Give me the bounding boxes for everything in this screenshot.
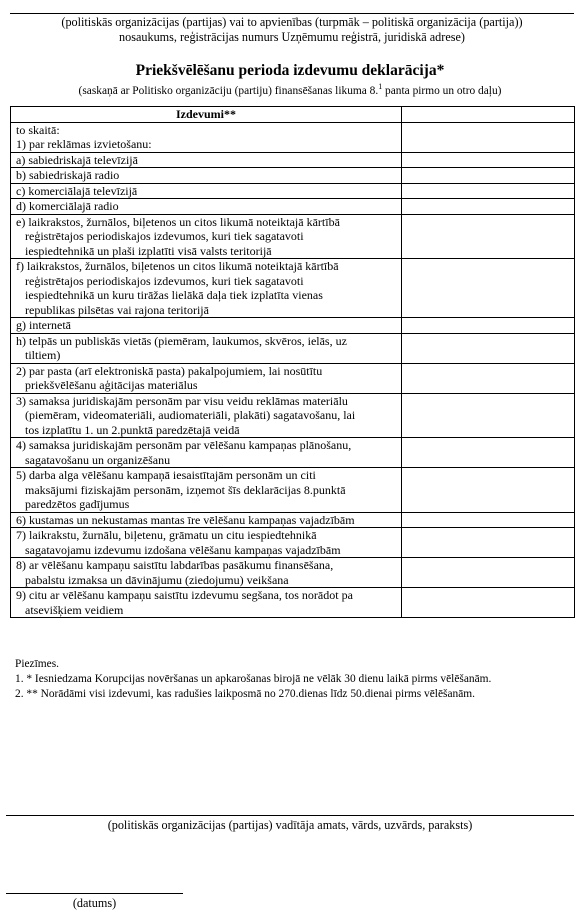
amount-cell[interactable] <box>402 512 575 528</box>
amount-cell[interactable] <box>402 259 575 318</box>
expense-item <box>11 183 402 199</box>
amount-cell[interactable] <box>402 588 575 618</box>
expense-item-line: 5) darba alga vēlēšanu kampaņā iesaistītajām personām un citi <box>16 468 316 482</box>
expense-item-line: reģistrētajos periodiskajos izdevumos, kuri tiek sagatavoti <box>25 229 304 243</box>
amount-cell[interactable] <box>402 558 575 588</box>
notes <box>15 657 491 702</box>
expense-item-line: 6) kustamas un nekustamas mantas īre vēlēšanu kampaņas vajadzībām <box>16 512 355 527</box>
header-expenses: Izdevumi** <box>11 107 402 123</box>
expense-item-line: g) internetā <box>16 318 71 332</box>
table-header-row <box>11 107 575 123</box>
table-row <box>11 468 575 513</box>
amount-cell[interactable] <box>402 152 575 168</box>
amount-cell[interactable] <box>402 438 575 468</box>
amount-cell[interactable] <box>402 168 575 184</box>
amount-cell[interactable] <box>402 333 575 363</box>
amount-cell[interactable] <box>402 214 575 259</box>
expense-item <box>11 152 402 168</box>
table-row <box>11 318 575 334</box>
expense-item-line: paredzētos gadījumus <box>25 497 130 511</box>
table-row <box>11 122 575 152</box>
subtitle-superscript: 1 <box>378 82 383 91</box>
expense-item-line: 1) par reklāmas izvietošanu: <box>16 137 152 151</box>
expense-item-line: f) laikrakstos, žurnālos, biļetenos un citos likumā noteiktajā kārtībā <box>16 259 339 273</box>
amount-cell[interactable] <box>402 183 575 199</box>
expense-item-line: priekšvēlēšanu aģitācijas materiālus <box>25 378 198 392</box>
note-1: 1. * Iesniedzama Korupcijas novēršanas un apkarošanas birojā ne vēlāk 30 dienu laikā pirms vēlēšanām. <box>15 673 492 685</box>
expenses-table <box>10 106 575 618</box>
document-subtitle <box>0 80 580 98</box>
expense-item-line: reģistrētajos periodiskajos izdevumos, kuri tiek sagatavoti <box>25 273 304 288</box>
table-row <box>11 214 575 259</box>
table-row <box>11 438 575 468</box>
expense-item <box>11 333 402 363</box>
expense-item-line: pabalstu izmaksa un dāvinājumu (ziedojumu) veikšana <box>25 572 289 587</box>
notes-heading: Piezīmes. <box>15 658 59 670</box>
table-row <box>11 183 575 199</box>
amount-cell[interactable] <box>402 528 575 558</box>
amount-cell[interactable] <box>402 393 575 438</box>
expense-item-line: 9) citu ar vēlēšanu kampaņu saistītu izdevumu segšana, tos norādot pa <box>16 588 353 602</box>
expense-item-line: tos izplatītu 1. un 2.punktā paredzētajā veidā <box>25 422 240 437</box>
table-row <box>11 152 575 168</box>
signature-line <box>6 815 574 816</box>
expense-item-line: (piemēram, videomateriāli, audiomateriāli, plakāti) sagatavošanu, lai <box>25 408 356 422</box>
expense-item-line: 8) ar vēlēšanu kampaņu saistītu labdarības pasākumu finansēšana, <box>16 558 334 572</box>
expense-item-line: 2) par pasta (arī elektroniskā pasta) pakalpojumiem, lai nosūtītu <box>16 363 323 378</box>
expense-item <box>11 393 402 438</box>
expense-item <box>11 528 402 558</box>
expense-item <box>11 363 402 393</box>
subtitle-text-before: (saskaņā ar Politisko organizāciju (partiju) finansēšanas likuma 8. <box>78 84 379 97</box>
expense-item-line: 7) laikrakstu, žurnālu, biļetenu, grāmatu un citu iespiedtehnikā <box>16 528 317 542</box>
header-amount <box>402 107 575 123</box>
expense-item <box>11 588 402 618</box>
org-caption-line-1: (politiskās organizācijas (partijas) vai to apvienības (turpmāk – politiskā organizācija (partija)) <box>61 15 523 29</box>
expense-item <box>11 512 402 528</box>
signature-caption: (politiskās organizācijas (partijas) vadītāja amats, vārds, uzvārds, paraksts) <box>107 818 473 832</box>
expense-item <box>11 168 402 184</box>
table-row <box>11 528 575 558</box>
expense-item <box>11 318 402 334</box>
amount-cell[interactable] <box>402 468 575 513</box>
expense-item-line: tiltiem) <box>25 348 61 362</box>
expense-item-line: iespiedtehnikā un kuru tirāžas lielākā daļa tiek izplatīta vienas <box>25 288 323 302</box>
note-2: 2. ** Norādāmi visi izdevumi, kas radušies laikposmā no 270.dienas līdz 50.dienai pirms vēlēšanām. <box>15 688 475 700</box>
org-caption <box>10 15 574 45</box>
date-line <box>6 893 183 894</box>
expense-item <box>11 259 402 318</box>
table-row <box>11 512 575 528</box>
expense-item-line: a) sabiedriskajā televīzijā <box>16 152 138 167</box>
expense-item-line: iespiedtehnikā un plaši izplatīti visā valsts teritorijā <box>25 243 272 258</box>
amount-cell[interactable] <box>402 122 575 152</box>
table-row <box>11 588 575 618</box>
document-title: Priekšvēlēšanu perioda izdevumu deklarācija* <box>135 62 445 79</box>
expense-item-line: maksājumi fiziskajām personām, izņemot šīs deklarācijas 8.punktā <box>25 482 346 497</box>
table-row <box>11 333 575 363</box>
expense-item-line: h) telpās un publiskās vietās (piemēram, laukumos, skvēros, ielās, uz <box>16 333 347 348</box>
expense-item <box>11 468 402 513</box>
amount-cell[interactable] <box>402 363 575 393</box>
amount-cell[interactable] <box>402 199 575 215</box>
expense-item-line: 4) samaksa juridiskajām personām par vēlēšanu kampaņas plānošanu, <box>16 438 352 452</box>
table-row <box>11 259 575 318</box>
org-name-line <box>10 13 574 14</box>
amount-cell[interactable] <box>402 318 575 334</box>
expense-item-line: d) komerciālajā radio <box>16 199 119 213</box>
org-caption-line-2: nosaukums, reģistrācijas numurs Uzņēmumu reģistrā, juridiskā adrese) <box>119 30 465 44</box>
expense-item <box>11 214 402 259</box>
expense-item-line: c) komerciālajā televīzijā <box>16 183 138 198</box>
expense-item-line: atsevišķiem veidiem <box>25 602 124 617</box>
expense-item <box>11 438 402 468</box>
table-row <box>11 199 575 215</box>
expense-item-line: e) laikrakstos, žurnālos, biļetenos un citos likumā noteiktajā kārtībā <box>16 214 340 229</box>
expense-item <box>11 558 402 588</box>
table-row <box>11 168 575 184</box>
expense-item-line: b) sabiedriskajā radio <box>16 168 120 182</box>
expense-item-line: to skaitā: <box>16 122 60 137</box>
subtitle-text-after: panta pirmo un otro daļu) <box>382 84 502 97</box>
table-row <box>11 393 575 438</box>
table-row <box>11 558 575 588</box>
expense-item-line: sagatavojamu izdevumu izdošana vēlēšanu kampaņas vajadzībām <box>25 542 341 557</box>
table-row <box>11 363 575 393</box>
expense-item-line: republikas pilsētas vai rajona teritorijā <box>25 302 209 317</box>
table-body <box>11 122 575 618</box>
expense-item-line: 3) samaksa juridiskajām personām par visu veidu reklāmas materiālu <box>16 393 348 408</box>
expense-item <box>11 122 402 152</box>
expense-item <box>11 199 402 215</box>
date-caption: (datums) <box>72 896 117 910</box>
expense-item-line: sagatavošanu un organizēšanu <box>25 452 171 467</box>
